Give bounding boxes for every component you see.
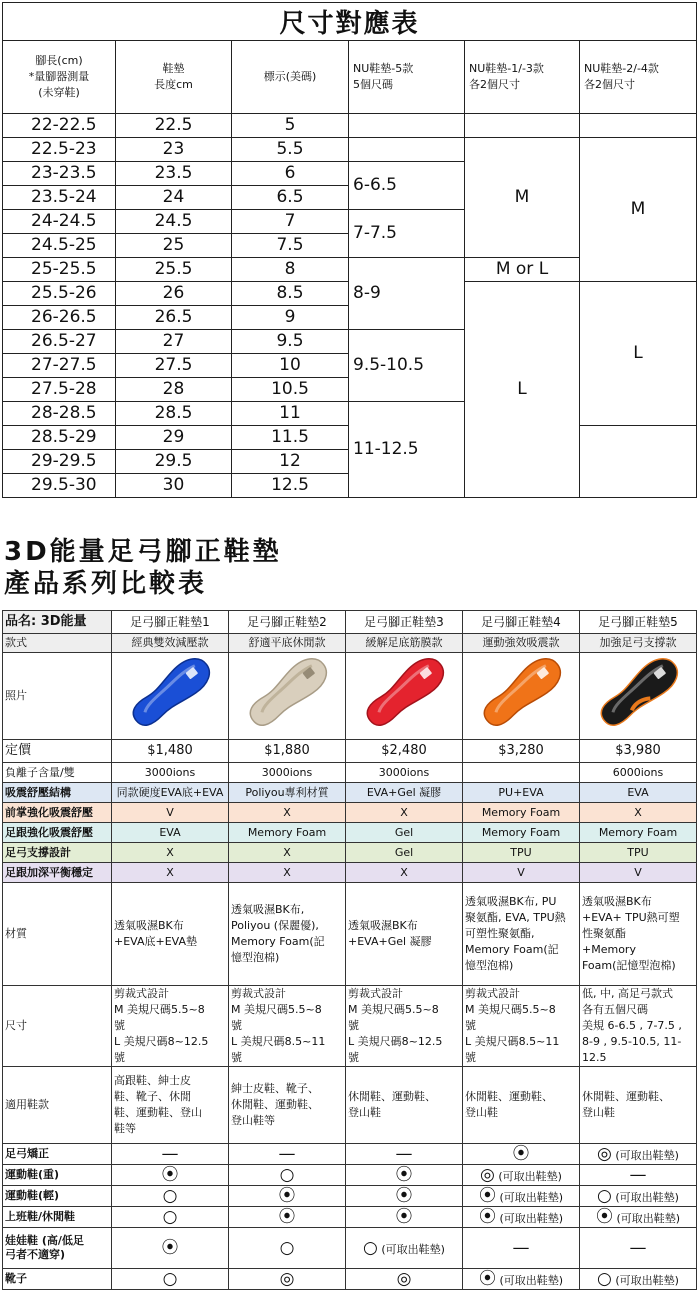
insole-length-cell: 28 [116, 378, 232, 402]
removable-insole-note: (可取出鞋墊) [611, 1274, 679, 1287]
dash-icon: — [629, 1165, 647, 1185]
header-nu5-line: 5個尺碼 [353, 78, 393, 91]
material-cell: 透氣吸濕BK布 +EVA+Gel 凝膠 [346, 883, 463, 986]
size-cell: 剪裁式設計 M 美規尺碼5.5~8 號 L 美規尺碼8~12.5 號 [112, 986, 229, 1067]
fit-cell [346, 1144, 463, 1165]
price-cell: $3,280 [463, 740, 580, 763]
us-size-cell: 11.5 [232, 426, 349, 450]
us-size-cell: 12.5 [232, 474, 349, 498]
nu5-size-cell [349, 114, 465, 138]
row-label: 靴子 [3, 1269, 112, 1290]
dot-circle-icon: ⦿ [478, 1207, 496, 1227]
fit-cell [229, 1228, 346, 1269]
style-cell: 加強足弓支撐款 [580, 634, 697, 653]
nu5-size-cell: 9.5-10.5 [349, 330, 465, 402]
material-cell: 透氣吸濕BK布 +EVA+ TPU熱可塑 性聚氨酯 +Memory Foam(記憶型泡棉) [580, 883, 697, 986]
us-size-cell: 8 [232, 258, 349, 282]
fit-cell [229, 1165, 346, 1186]
circle-icon: ○ [162, 1269, 178, 1289]
insole-length-cell: 23.5 [116, 162, 232, 186]
header-insole-line: 鞋墊 [162, 62, 185, 75]
circle-icon: ○ [597, 1186, 612, 1206]
feature-row [3, 783, 697, 803]
nu13-size-cell: L [465, 282, 580, 498]
foot-length-cell: 24.5-25 [3, 234, 116, 258]
fit-cell [346, 1165, 463, 1186]
nu24-size-cell: M [580, 138, 697, 282]
nu24-size-cell [580, 426, 697, 498]
us-size-cell: 12 [232, 450, 349, 474]
feature-cell: 同款硬度EVA底+EVA [112, 783, 229, 803]
feature-cell: Memory Foam [463, 823, 580, 843]
photo-cell [463, 653, 580, 740]
nu5-size-cell [349, 138, 465, 162]
suitability-row [3, 1228, 697, 1269]
ion-cell: 6000ions [580, 763, 697, 783]
suitability-row [3, 1269, 697, 1290]
product-name-cell: 足弓腳正鞋墊3 [346, 611, 463, 634]
foot-length-cell: 23.5-24 [3, 186, 116, 210]
insole-length-cell: 24 [116, 186, 232, 210]
size-cell: 剪裁式設計 M 美規尺碼5.5~8 號 L 美規尺碼8~12.5 號 [346, 986, 463, 1067]
double-circle-icon: ◎ [279, 1269, 295, 1289]
us-size-cell: 6 [232, 162, 349, 186]
fit-cell [229, 1186, 346, 1207]
dash-icon: — [629, 1238, 647, 1258]
feature-cell: X [229, 843, 346, 863]
feature-cell: X [346, 803, 463, 823]
fit-cell [463, 1228, 580, 1269]
removable-insole-note: (可取出鞋墊) [377, 1243, 445, 1256]
fit-cell [229, 1144, 346, 1165]
fit-cell [463, 1269, 580, 1290]
photo-cell [229, 653, 346, 740]
fit-cell [463, 1144, 580, 1165]
foot-length-cell: 25.5-26 [3, 282, 116, 306]
header-nu13 [465, 41, 580, 114]
size-cell: 剪裁式設計 M 美規尺碼5.5~8 號 L 美規尺碼8.5~11 號 [463, 986, 580, 1067]
nu5-size-cell: 8-9 [349, 258, 465, 330]
double-circle-icon: ◎ [480, 1165, 495, 1185]
removable-insole-note: (可取出鞋墊) [494, 1170, 562, 1183]
feature-cell: V [580, 863, 697, 883]
nu13-size-cell: M [465, 138, 580, 258]
feature-cell: X [112, 863, 229, 883]
row-label: 定價 [3, 740, 112, 763]
material-row [3, 883, 697, 986]
shoe-type-cell: 紳士皮鞋、靴子、 休閒鞋、運動鞋、 登山鞋等 [229, 1067, 346, 1144]
row-label: 品名: 3D能量 [3, 611, 112, 634]
fit-cell [580, 1269, 697, 1290]
shoe-type-cell: 休閒鞋、運動鞋、 登山鞋 [580, 1067, 697, 1144]
insole-length-cell: 25 [116, 234, 232, 258]
removable-insole-note: (可取出鞋墊) [495, 1212, 564, 1225]
feature-cell: EVA [112, 823, 229, 843]
feature-row [3, 823, 697, 843]
feature-cell: V [463, 863, 580, 883]
foot-length-cell: 26-26.5 [3, 306, 116, 330]
foot-length-cell: 24-24.5 [3, 210, 116, 234]
row-label: 款式 [3, 634, 112, 653]
row-label: 材質 [3, 883, 112, 986]
row-label: 適用鞋款 [3, 1067, 112, 1144]
series-heading-line: 3D能量足弓腳正鞋墊 [4, 537, 282, 567]
us-size-cell: 8.5 [232, 282, 349, 306]
dot-circle-icon: ⦿ [478, 1186, 496, 1206]
insole-length-cell: 22.5 [116, 114, 232, 138]
price-cell: $1,480 [112, 740, 229, 763]
dot-circle-icon: ⦿ [278, 1186, 296, 1206]
photo-row [3, 653, 697, 740]
circle-icon: ○ [279, 1165, 295, 1185]
fit-cell [346, 1228, 463, 1269]
dot-circle-icon: ⦿ [395, 1165, 413, 1185]
row-label: 足跟強化吸震舒壓 [3, 823, 112, 843]
material-cell: 透氣吸濕BK布 +EVA底+EVA墊 [112, 883, 229, 986]
size-chart-title: 尺寸對應表 [3, 3, 697, 41]
fit-cell [346, 1186, 463, 1207]
us-size-cell: 10.5 [232, 378, 349, 402]
removable-insole-note: (可取出鞋墊) [495, 1274, 564, 1287]
dot-circle-icon: ⦿ [395, 1207, 413, 1227]
dash-icon: — [512, 1238, 530, 1258]
removable-insole-note: (可取出鞋墊) [611, 1149, 679, 1162]
insole-length-cell: 27.5 [116, 354, 232, 378]
us-size-cell: 9.5 [232, 330, 349, 354]
fit-cell [112, 1186, 229, 1207]
price-cell: $3,980 [580, 740, 697, 763]
insole-photo [232, 653, 342, 735]
row-label: 足跟加深平衡穩定 [3, 863, 112, 883]
nu24-size-cell: L [580, 282, 697, 426]
size-chart-table [2, 2, 697, 498]
fit-cell [112, 1228, 229, 1269]
row-label: 負離子含量/雙 [3, 763, 112, 783]
insole-length-cell: 25.5 [116, 258, 232, 282]
row-label: 足弓矯正 [3, 1144, 112, 1165]
row-label: 吸震舒壓結構 [3, 783, 112, 803]
size-row [3, 114, 697, 138]
header-foot-line: 腳長(cm) [35, 54, 83, 67]
dot-circle-icon: ⦿ [512, 1144, 530, 1164]
header-foot-line: *量腳器測量 [28, 70, 90, 83]
photo-cell [346, 653, 463, 740]
us-size-cell: 5.5 [232, 138, 349, 162]
header-us-size: 標示(美碼) [232, 41, 349, 114]
suitability-row [3, 1144, 697, 1165]
insole-length-cell: 26 [116, 282, 232, 306]
size-cell: 低, 中, 高足弓款式 各有五個尺碼 美規 6-6.5 , 7-7.5 , 8-9 , 9.5-10.5, 11- 12.5 [580, 986, 697, 1067]
insole-length-cell: 30 [116, 474, 232, 498]
ion-cell [463, 763, 580, 783]
size-row [3, 986, 697, 1067]
fit-cell [580, 1144, 697, 1165]
insole-photo [466, 653, 576, 735]
dot-circle-icon: ⦿ [478, 1269, 496, 1289]
feature-cell: Gel [346, 823, 463, 843]
feature-cell: X [112, 843, 229, 863]
row-label: 運動鞋(輕) [3, 1186, 112, 1207]
insole-length-cell: 23 [116, 138, 232, 162]
us-size-cell: 9 [232, 306, 349, 330]
fit-cell [346, 1207, 463, 1228]
ion-cell: 3000ions [229, 763, 346, 783]
row-label: 足弓支撐設計 [3, 843, 112, 863]
header-foot-length [3, 41, 116, 114]
fit-cell [463, 1165, 580, 1186]
fit-cell [112, 1144, 229, 1165]
feature-cell: Gel [346, 843, 463, 863]
fit-cell [580, 1165, 697, 1186]
foot-length-cell: 25-25.5 [3, 258, 116, 282]
insole-photo [349, 653, 459, 735]
row-label: 照片 [3, 653, 112, 740]
fit-cell [580, 1228, 697, 1269]
fit-cell [463, 1207, 580, 1228]
feature-cell: Poliyou專利材質 [229, 783, 346, 803]
circle-icon: ○ [162, 1186, 178, 1206]
foot-length-cell: 22.5-23 [3, 138, 116, 162]
feature-row [3, 803, 697, 823]
style-cell: 經典雙效減壓款 [112, 634, 229, 653]
feature-cell: X [346, 863, 463, 883]
product-name-cell: 足弓腳正鞋墊1 [112, 611, 229, 634]
size-cell: 剪裁式設計 M 美規尺碼5.5~8 號 L 美規尺碼8.5~11 號 [229, 986, 346, 1067]
material-cell: 透氣吸濕BK布, PU 聚氨酯, EVA, TPU熱 可塑性聚氨酯, Memory Foam(記 憶型泡棉) [463, 883, 580, 986]
header-nu13-line: NU鞋墊-1/-3款 [469, 62, 544, 75]
nu5-size-cell: 11-12.5 [349, 402, 465, 498]
feature-cell: TPU [580, 843, 697, 863]
style-row [3, 634, 697, 653]
fit-cell [112, 1165, 229, 1186]
shoe-type-cell: 休閒鞋、運動鞋、 登山鞋 [346, 1067, 463, 1144]
dot-circle-icon: ⦿ [161, 1238, 179, 1258]
fit-cell [580, 1207, 697, 1228]
price-cell: $1,880 [229, 740, 346, 763]
removable-insole-note: (可取出鞋墊) [612, 1212, 681, 1225]
dot-circle-icon: ⦿ [161, 1165, 179, 1185]
insole-photo [583, 653, 693, 735]
feature-cell: TPU [463, 843, 580, 863]
shoe-type-row [3, 1067, 697, 1144]
row-label: 尺寸 [3, 986, 112, 1067]
feature-cell: X [229, 803, 346, 823]
foot-length-cell: 27.5-28 [3, 378, 116, 402]
circle-icon: ○ [162, 1207, 178, 1227]
product-name-cell: 足弓腳正鞋墊4 [463, 611, 580, 634]
nu24-size-cell [580, 114, 697, 138]
nu5-size-cell: 7-7.5 [349, 210, 465, 258]
series-heading-line: 產品系列比較表 [4, 569, 208, 599]
removable-insole-note: (可取出鞋墊) [495, 1191, 564, 1204]
size-row [3, 138, 697, 162]
dot-circle-icon: ⦿ [278, 1207, 296, 1227]
insole-length-cell: 24.5 [116, 210, 232, 234]
dot-circle-icon: ⦿ [595, 1207, 613, 1227]
price-row [3, 740, 697, 763]
foot-length-cell: 27-27.5 [3, 354, 116, 378]
suitability-row [3, 1186, 697, 1207]
us-size-cell: 7.5 [232, 234, 349, 258]
header-insole-length [116, 41, 232, 114]
nu13-size-cell [465, 114, 580, 138]
foot-length-cell: 28.5-29 [3, 426, 116, 450]
header-nu5 [349, 41, 465, 114]
double-circle-icon: ◎ [597, 1144, 612, 1164]
feature-cell: PU+EVA [463, 783, 580, 803]
foot-length-cell: 22-22.5 [3, 114, 116, 138]
comparison-table [2, 610, 697, 1290]
photo-cell [112, 653, 229, 740]
row-label: 上班鞋/休閒鞋 [3, 1207, 112, 1228]
insole-length-cell: 27 [116, 330, 232, 354]
product-name-cell: 足弓腳正鞋墊5 [580, 611, 697, 634]
removable-insole-note: (可取出鞋墊) [611, 1191, 679, 1204]
product-name-cell: 足弓腳正鞋墊2 [229, 611, 346, 634]
style-cell: 舒適平底休閒款 [229, 634, 346, 653]
header-nu5-line: NU鞋墊-5款 [353, 62, 414, 75]
circle-icon: ○ [363, 1238, 378, 1258]
insole-length-cell: 26.5 [116, 306, 232, 330]
shoe-type-cell: 高跟鞋、紳士皮 鞋、靴子、休閒 鞋、運動鞋、登山 鞋等 [112, 1067, 229, 1144]
row-label: 娃娃鞋 (高/低足 弓者不適穿) [3, 1228, 112, 1269]
feature-cell: X [229, 863, 346, 883]
us-size-cell: 6.5 [232, 186, 349, 210]
style-cell: 運動強效吸震款 [463, 634, 580, 653]
foot-length-cell: 23-23.5 [3, 162, 116, 186]
circle-icon: ○ [597, 1269, 612, 1289]
us-size-cell: 11 [232, 402, 349, 426]
feature-row [3, 843, 697, 863]
foot-length-cell: 26.5-27 [3, 330, 116, 354]
feature-cell: Memory Foam [229, 823, 346, 843]
us-size-cell: 5 [232, 114, 349, 138]
double-circle-icon: ◎ [396, 1269, 412, 1289]
nu5-size-cell: 6-6.5 [349, 162, 465, 210]
feature-cell: EVA [580, 783, 697, 803]
series-heading [4, 536, 282, 600]
nu13-size-cell: M or L [465, 258, 580, 282]
feature-row [3, 863, 697, 883]
header-nu24-line: NU鞋墊-2/-4款 [584, 62, 659, 75]
style-cell: 緩解足底筋膜款 [346, 634, 463, 653]
header-foot-line: (未穿鞋) [38, 86, 80, 99]
row-label: 運動鞋(重) [3, 1165, 112, 1186]
us-size-cell: 7 [232, 210, 349, 234]
header-nu13-line: 各2個尺寸 [469, 78, 520, 91]
photo-cell [580, 653, 697, 740]
header-nu24 [580, 41, 697, 114]
insole-length-cell: 29 [116, 426, 232, 450]
us-size-cell: 10 [232, 354, 349, 378]
feature-cell: V [112, 803, 229, 823]
fit-cell [580, 1186, 697, 1207]
circle-icon: ○ [279, 1238, 295, 1258]
dash-icon: — [395, 1144, 413, 1164]
insole-length-cell: 28.5 [116, 402, 232, 426]
feature-cell: EVA+Gel 凝膠 [346, 783, 463, 803]
feature-cell: Memory Foam [463, 803, 580, 823]
insole-photo [115, 653, 225, 735]
fit-cell [463, 1186, 580, 1207]
insole-length-cell: 29.5 [116, 450, 232, 474]
dash-icon: — [161, 1144, 179, 1164]
foot-length-cell: 29-29.5 [3, 450, 116, 474]
price-cell: $2,480 [346, 740, 463, 763]
suitability-row [3, 1207, 697, 1228]
ion-cell: 3000ions [112, 763, 229, 783]
ion-row [3, 763, 697, 783]
dot-circle-icon: ⦿ [395, 1186, 413, 1206]
header-insole-line: 長度cm [154, 78, 193, 91]
fit-cell [112, 1207, 229, 1228]
foot-length-cell: 28-28.5 [3, 402, 116, 426]
fit-cell [112, 1269, 229, 1290]
fit-cell [229, 1269, 346, 1290]
feature-cell: X [580, 803, 697, 823]
foot-length-cell: 29.5-30 [3, 474, 116, 498]
fit-cell [346, 1269, 463, 1290]
shoe-type-cell: 休閒鞋、運動鞋、 登山鞋 [463, 1067, 580, 1144]
material-cell: 透氣吸濕BK布, Poliyou (保麗優), Memory Foam(記 憶型泡棉) [229, 883, 346, 986]
product-name-row [3, 611, 697, 634]
ion-cell: 3000ions [346, 763, 463, 783]
row-label: 前掌強化吸震舒壓 [3, 803, 112, 823]
feature-cell: Memory Foam [580, 823, 697, 843]
fit-cell [229, 1207, 346, 1228]
header-nu24-line: 各2個尺寸 [584, 78, 635, 91]
suitability-row [3, 1165, 697, 1186]
dash-icon: — [278, 1144, 296, 1164]
